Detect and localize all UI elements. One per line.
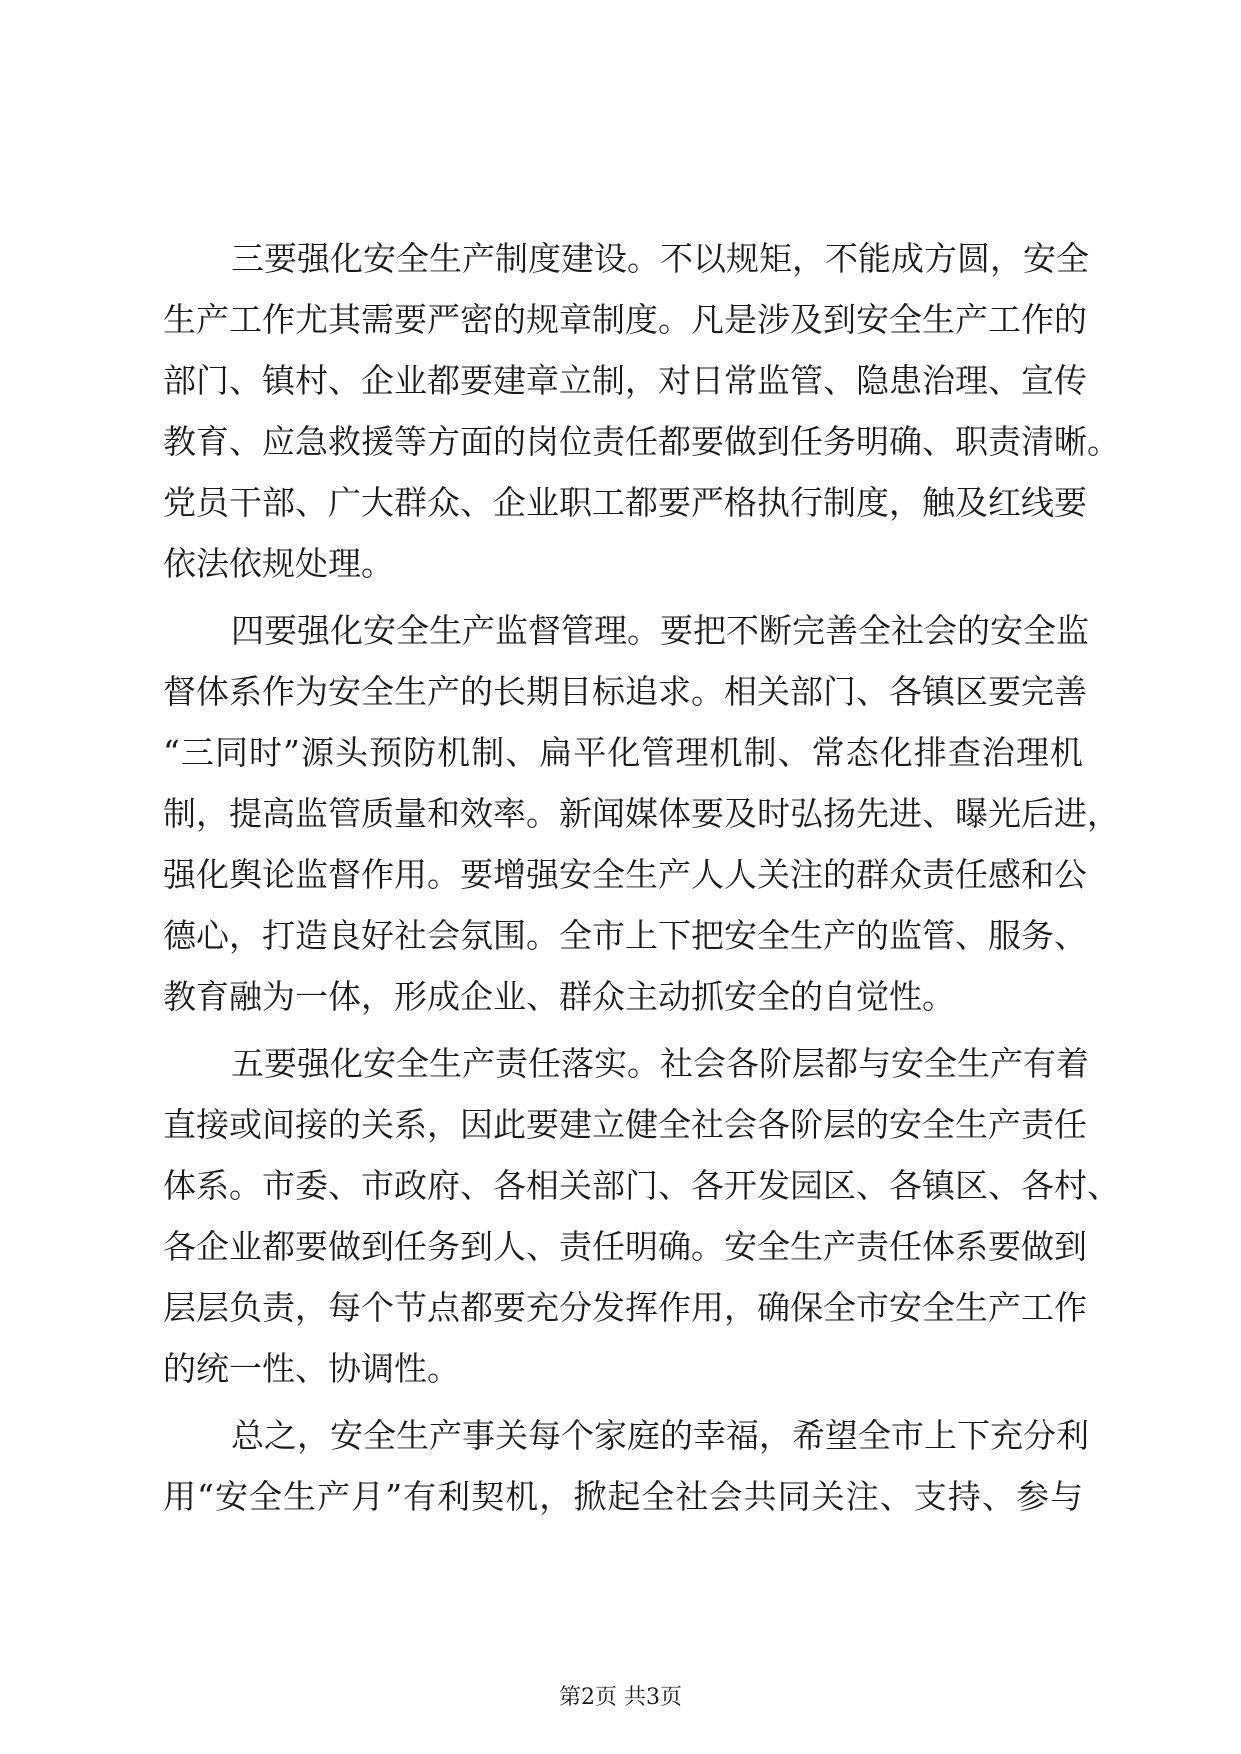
paragraph-line: 三要强化安全生产制度建设。不以规矩，不能成方圆，安全 [231,239,1089,278]
document-body [163,228,1120,1533]
paragraph-line: 制，提高监管质量和效率。新闻媒体要及时弘扬先进、曝光后进， [163,794,1120,833]
paragraph-line: “三同时”源头预防机制、扁平化管理机制、常态化排查治理机 [163,733,1083,772]
paragraph-line: 教育融为一体，形成企业、群众主动抓安全的自觉性。 [163,977,955,1016]
paragraph-line: 督体系作为安全生产的长期目标追求。相关部门、各镇区要完善 [163,672,1087,711]
paragraph-line: 德心，打造良好社会氛围。全市上下把安全生产的监管、服务、 [163,916,1087,955]
paragraph-line: 党员干部、广大群众、企业职工都要严格执行制度，触及红线要 [163,483,1087,522]
paragraph-conclusion [163,1405,1089,1527]
paragraph-line: 五要强化安全生产责任落实。社会各阶层都与安全生产有着 [231,1044,1089,1083]
paragraph-line: 生产工作尤其需要严密的规章制度。凡是涉及到安全生产工作的 [163,300,1087,339]
paragraph-line: 部门、镇村、企业都要建章立制，对日常监管、隐患治理、宣传 [163,361,1087,400]
paragraph-line: 用“安全生产月”有利契机，掀起全社会共同关注、支持、参与 [163,1477,1083,1516]
page-number-footer: 第2页 共3页 [559,1685,682,1710]
paragraph-line: 强化舆论监督作用。要增强安全生产人人关注的群众责任感和公 [163,855,1087,894]
paragraph-line: 各企业都要做到任务到人、责任明确。安全生产责任体系要做到 [163,1227,1087,1266]
paragraph-responsibility [163,1033,1120,1399]
paragraph-line: 体系。市委、市政府、各相关部门、各开发园区、各镇区、各村、 [163,1166,1120,1205]
paragraph-supervision [163,600,1120,1027]
paragraph-line: 四要强化安全生产监督管理。要把不断完善全社会的安全监 [231,611,1089,650]
paragraph-line: 层层负责，每个节点都要充分发挥作用，确保全市安全生产工作 [163,1288,1087,1327]
paragraph-institution-building [163,228,1120,594]
paragraph-line: 总之，安全生产事关每个家庭的幸福，希望全市上下充分利 [231,1416,1089,1455]
paragraph-line: 依法依规处理。 [163,544,394,583]
paragraph-line: 教育、应急救援等方面的岗位责任都要做到任务明确、职责清晰。 [163,422,1120,461]
paragraph-line: 直接或间接的关系，因此要建立健全社会各阶层的安全生产责任 [163,1105,1087,1144]
paragraph-line: 的统一性、协调性。 [163,1349,460,1388]
